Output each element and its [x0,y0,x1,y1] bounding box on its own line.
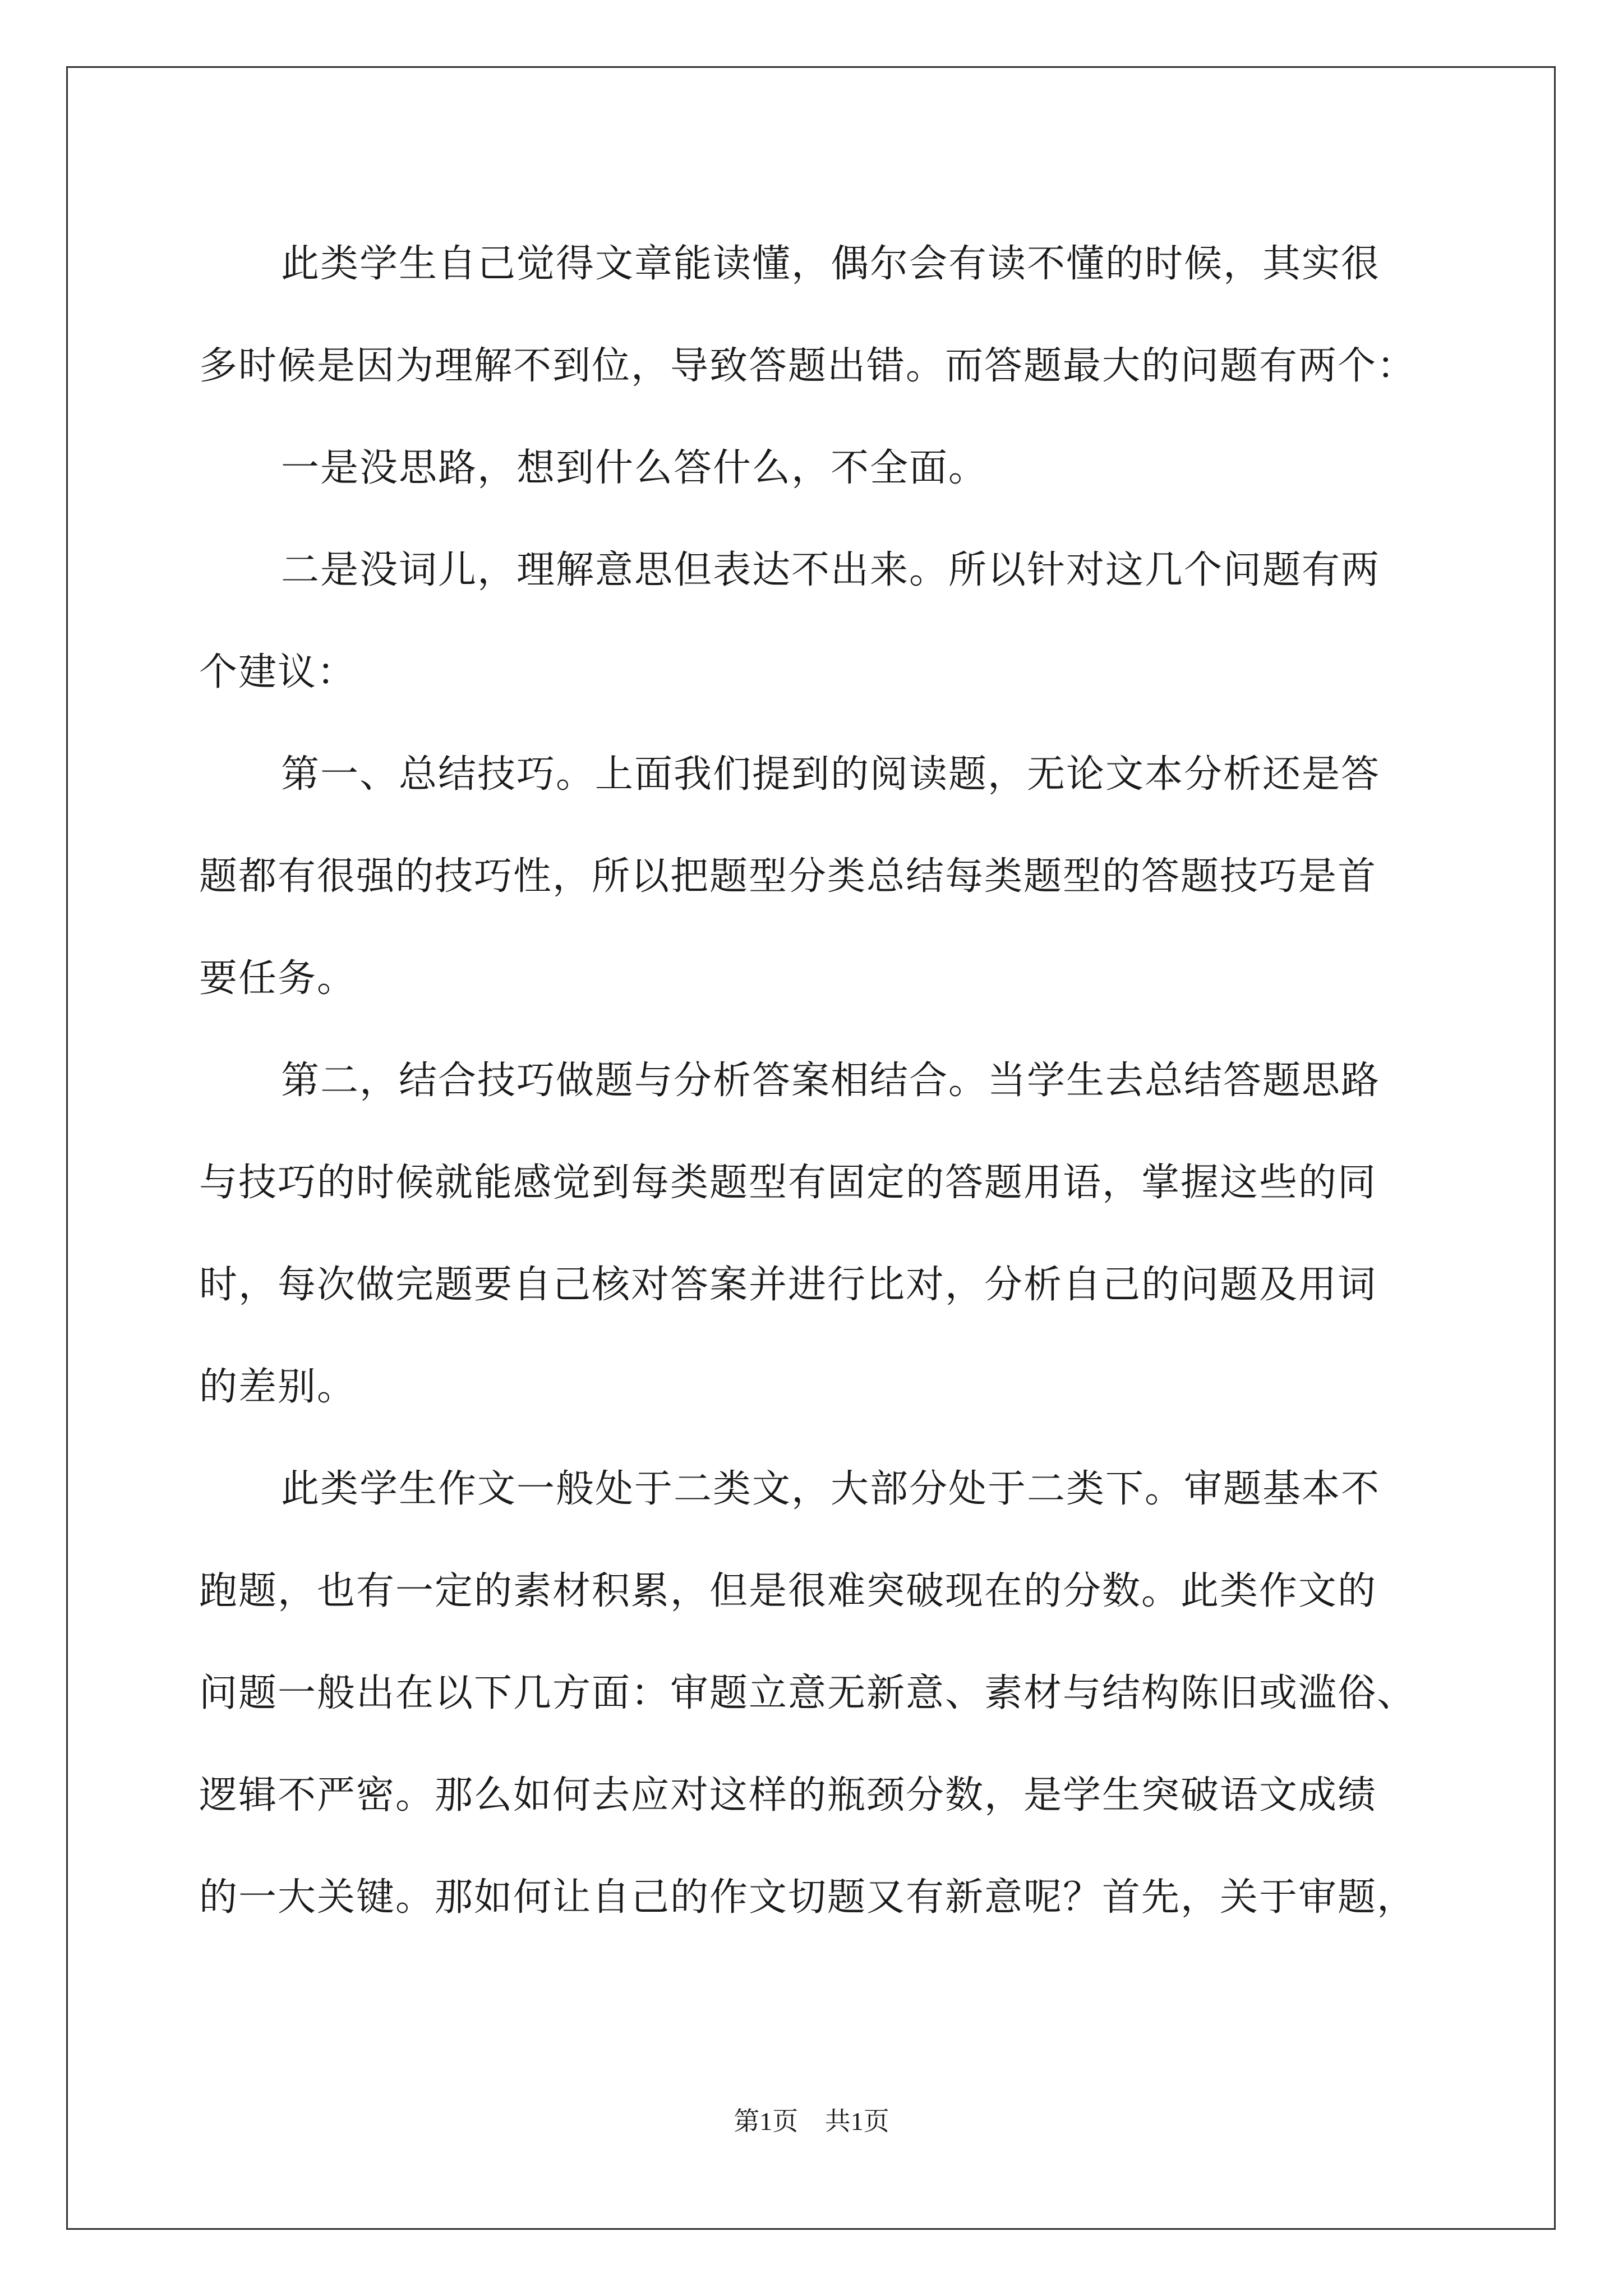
text-line: 的差别。 [199,1365,357,1409]
text-line: 逻辑不严密。那么如何去应对这样的瓶颈分数，是学生突破语文成绩 [199,1773,1377,1818]
page-footer [0,2105,1623,2138]
document-body [199,213,1438,1949]
text-block [199,213,1438,1949]
text-line: 多时候是因为理解不到位，导致答题出错。而答题最大的问题有两个： [199,344,1417,388]
text-line: 与技巧的时候就能感觉到每类题型有固定的答题用语，掌握这些的同 [199,1161,1377,1205]
text-line: 一是没思路，想到什么答什么，不全面。 [281,446,988,490]
text-line: 时，每次做完题要自己核对答案并进行比对，分析自己的问题及用词 [199,1263,1377,1307]
text-line: 此类学生自己觉得文章能读懂，偶尔会有读不懂的时候，其实很 [281,242,1381,286]
text-line: 问题一般出在以下几方面：审题立意无新意、素材与结构陈旧或滥俗、 [199,1671,1417,1715]
text-line: 二是没词儿，理解意思但表达不出来。所以针对这几个问题有两 [281,548,1381,592]
page-number: 第1页 [734,2107,799,2136]
text-line: 要任务。 [199,956,357,1001]
text-line: 此类学生作文一般处于二类文，大部分处于二类下。审题基本不 [281,1467,1381,1511]
text-line: 的一大关键。那如何让自己的作文切题又有新意呢？首先，关于审题， [199,1875,1417,1920]
page-total: 共1页 [824,2107,889,2136]
text-line: 第二，结合技巧做题与分析答案相结合。当学生去总结答题思路 [281,1059,1381,1103]
text-line: 跑题，也有一定的素材积累，但是很难突破现在的分数。此类作文的 [199,1569,1377,1613]
text-line: 个建议： [199,650,357,694]
text-line: 题都有很强的技巧性，所以把题型分类总结每类题型的答题技巧是首 [199,854,1377,899]
text-line: 第一、总结技巧。上面我们提到的阅读题，无论文本分析还是答 [281,752,1381,797]
